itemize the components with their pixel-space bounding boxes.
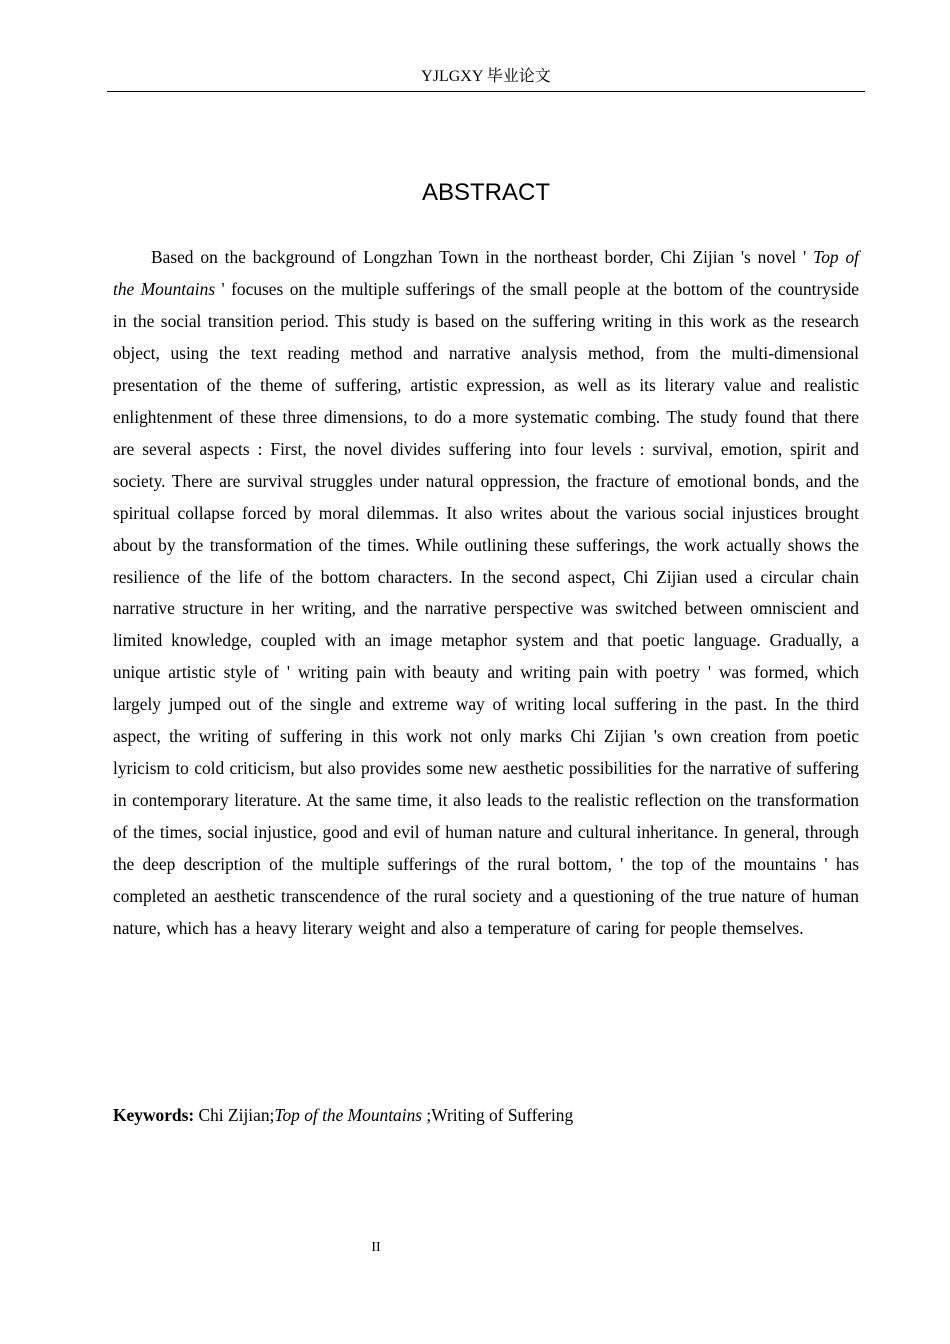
novel-title: Top of the Mountains — [113, 247, 860, 299]
keywords-line — [113, 1101, 859, 1129]
keyword-author: Chi Zijian — [198, 1105, 270, 1125]
keywords-label: Keywords: — [113, 1105, 195, 1125]
abstract-title: ABSTRACT — [421, 179, 550, 206]
keyword-separator: ; — [422, 1105, 432, 1125]
keyword-separator: ; — [269, 1105, 275, 1125]
running-header-text: YJLGXY 毕业论文 — [421, 68, 551, 85]
abstract-text-part1: Based on the background of Longzhan Town in the northeast border, Chi Zijian 's novel ' — [151, 247, 814, 267]
abstract-text-part2: ' focuses on the multiple sufferings of the small people at the bottom of the countryside in the social transition period. This study is based on the suffering writing in this work as the research object, using the text reading method and narrative analysis method, from the multi-dimensional presentation of the theme of suffering, artistic expression, as well as its literary value and realistic enlightenment of these three dimensions, to do a more systematic combing. The study found that there are several aspects : First, the novel divides suffering into four levels : survival, emotion, spirit and society. There are survival struggles under natural oppression, the fracture of emotional bonds, and the spiritual collapse forced by moral dilemmas. It also writes about the various social injustices brought about by the transformation of the times. While outlining these sufferings, the work actually shows the resilience of the life of the bottom characters. In the second aspect, Chi Zijian used a circular chain narrative structure in her writing, and the narrative perspective was switched between omniscient and limited knowledge, coupled with an image metaphor system and that poetic language. Gradually, a unique artistic style of ' writing pain with beauty and writing pain with poetry ' was formed, which largely jumped out of the single and extreme way of writing local suffering in the past. In the third aspect, the writing of suffering in this work not only marks Chi Zijian 's own creation from poetic lyricism to cold criticism, but also provides some new aesthetic possibilities for the narrative of suffering in contemporary literature. At the same time, it also leads to the realistic reflection on the transformation of the times, social injustice, good and evil of human nature and cultural inheritance. In general, through the deep description of the multiple sufferings of the rural bottom, ' the top of the mountains ' has completed an aesthetic transcendence of the rural society and a questioning of the true nature of human nature, which has a heavy literary weight and also a temperature of caring for people themselves. — [113, 278, 859, 939]
running-header — [107, 66, 865, 92]
page-number: II — [371, 1240, 381, 1255]
keyword-topic: Writing of Suffering — [431, 1105, 574, 1125]
keyword-novel-title: Top of the Mountains — [274, 1105, 423, 1125]
abstract-body — [113, 242, 859, 945]
